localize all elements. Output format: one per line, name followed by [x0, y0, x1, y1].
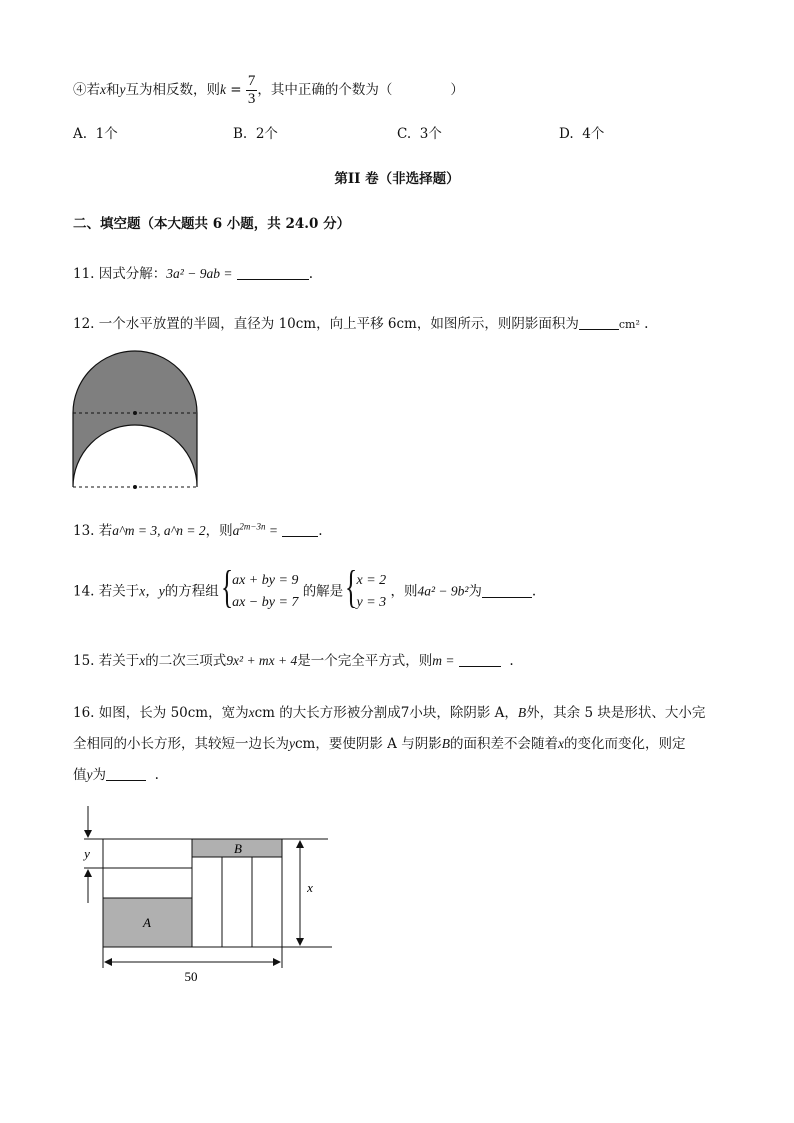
label-50: 50 — [184, 969, 198, 984]
q14-solution-system: { x = 2 y = 3 — [345, 561, 387, 612]
q13-base: a — [232, 523, 240, 538]
label-b: B — [234, 841, 242, 856]
q15: 15. 若关于x的二次三项式9x² + mx + 4是一个完全平方式，则m = . — [73, 653, 514, 669]
q14-vars: x，y — [139, 583, 165, 599]
part-heading: 二、填空题（本大题共 6 小题，共 24.0 分） — [73, 216, 351, 232]
q14-expression: 4a² − 9b² — [417, 583, 469, 599]
q14-equation-1: ax + by = 9 — [232, 573, 299, 588]
q10-option-a[interactable]: A. 1个 — [73, 126, 118, 142]
q12-text: 一个水平放置的半圆，直径为 10cm，向上平移 6cm，如图所示，则阴影面积为 — [98, 316, 579, 332]
q10-statement — [73, 73, 464, 108]
q16-answer-blank[interactable] — [106, 766, 146, 781]
q10-option-d[interactable]: D. 4个 — [559, 126, 605, 142]
q10-var-x: x — [100, 82, 106, 97]
q10-frac-den: 3 — [247, 91, 256, 107]
q16-line-3: 值y为 . — [73, 767, 159, 783]
label-x: x — [307, 880, 313, 895]
q16-number: 16. — [73, 705, 95, 721]
q10-prefix: ④若 — [73, 82, 100, 98]
label-a: A — [143, 915, 151, 930]
q12-unit: cm² — [618, 318, 640, 331]
q10-frac-num: 7 — [247, 73, 256, 89]
q10-and: 和 — [106, 82, 120, 98]
q11: 11. 因式分解：3a² − 9ab = . — [73, 266, 314, 282]
rectangle-partition-figure — [66, 800, 338, 988]
q14-equation-system: { ax + by = 9 ax − by = 7 — [221, 561, 299, 612]
q15-answer-blank[interactable] — [459, 652, 501, 667]
q14-solution-2: y = 3 — [356, 595, 387, 610]
q14-equation-2: ax − by = 7 — [232, 595, 299, 610]
q11-prefix: 因式分解： — [98, 266, 167, 282]
section-title: 第II 卷（非选择题） — [334, 171, 460, 187]
q10-var-y: y — [119, 82, 126, 97]
q12: 12. 一个水平放置的半圆，直径为 10cm，向上平移 6cm，如图所示，则阴影面积为 cm² . — [73, 316, 649, 332]
q14: 14. 若关于x，y的方程组 { ax + by = 9 ax − by = 7 的解是 { x = 2 y = 3 ，则4a² − 9b²为 . — [73, 561, 537, 612]
q13-number: 13. — [73, 523, 95, 539]
q11-answer-blank[interactable] — [237, 265, 309, 280]
semicircle-figure — [68, 348, 202, 494]
label-y: y — [84, 846, 90, 861]
lower-center-dot — [133, 485, 137, 489]
q15-expression: 9x² + mx + 4 — [226, 653, 298, 668]
q12-answer-blank[interactable] — [579, 315, 619, 330]
q10-mid: 互为相反数，则 — [125, 82, 220, 98]
q11-expression: 3a² − 9ab = — [166, 266, 233, 281]
q14-number: 14. — [73, 583, 95, 600]
q13-answer-blank[interactable] — [282, 522, 318, 537]
q14-answer-blank[interactable] — [482, 582, 532, 597]
q13-exponent: 2m−3n — [239, 521, 266, 532]
q10-var-k: k — [220, 82, 226, 97]
q14-solution-1: x = 2 — [356, 573, 387, 588]
q16-line-1: 16. 如图，长为 50cm，宽为xcm 的大长方形被分割成7小块，除阴影 A，B外，其余 5 块是形状、大小完 — [73, 705, 706, 721]
q10-option-c[interactable]: C. 3个 — [397, 126, 442, 142]
q16-line-2: 全相同的小长方形，其较短一边长为ycm，要使阴影 A 与阴影B的面积差不会随着x的变化而变化，则定 — [73, 736, 686, 752]
q10-eq: = — [226, 82, 246, 98]
q13-condition: a^m = 3, a^n = 2 — [112, 523, 206, 538]
q10-option-b[interactable]: B. 2个 — [233, 126, 278, 142]
q13: 13. 若a^m = 3, a^n = 2，则$a^{2m-3n}$ = . — [73, 521, 323, 539]
q11-number: 11. — [73, 266, 95, 282]
upper-center-dot — [133, 411, 137, 415]
q10-fraction — [246, 73, 258, 108]
shaded-region — [73, 351, 197, 487]
q10-close: ） — [450, 82, 464, 98]
q15-number: 15. — [73, 653, 95, 669]
q10-suffix: ，其中正确的个数为（ — [257, 82, 393, 98]
q12-number: 12. — [73, 316, 95, 332]
